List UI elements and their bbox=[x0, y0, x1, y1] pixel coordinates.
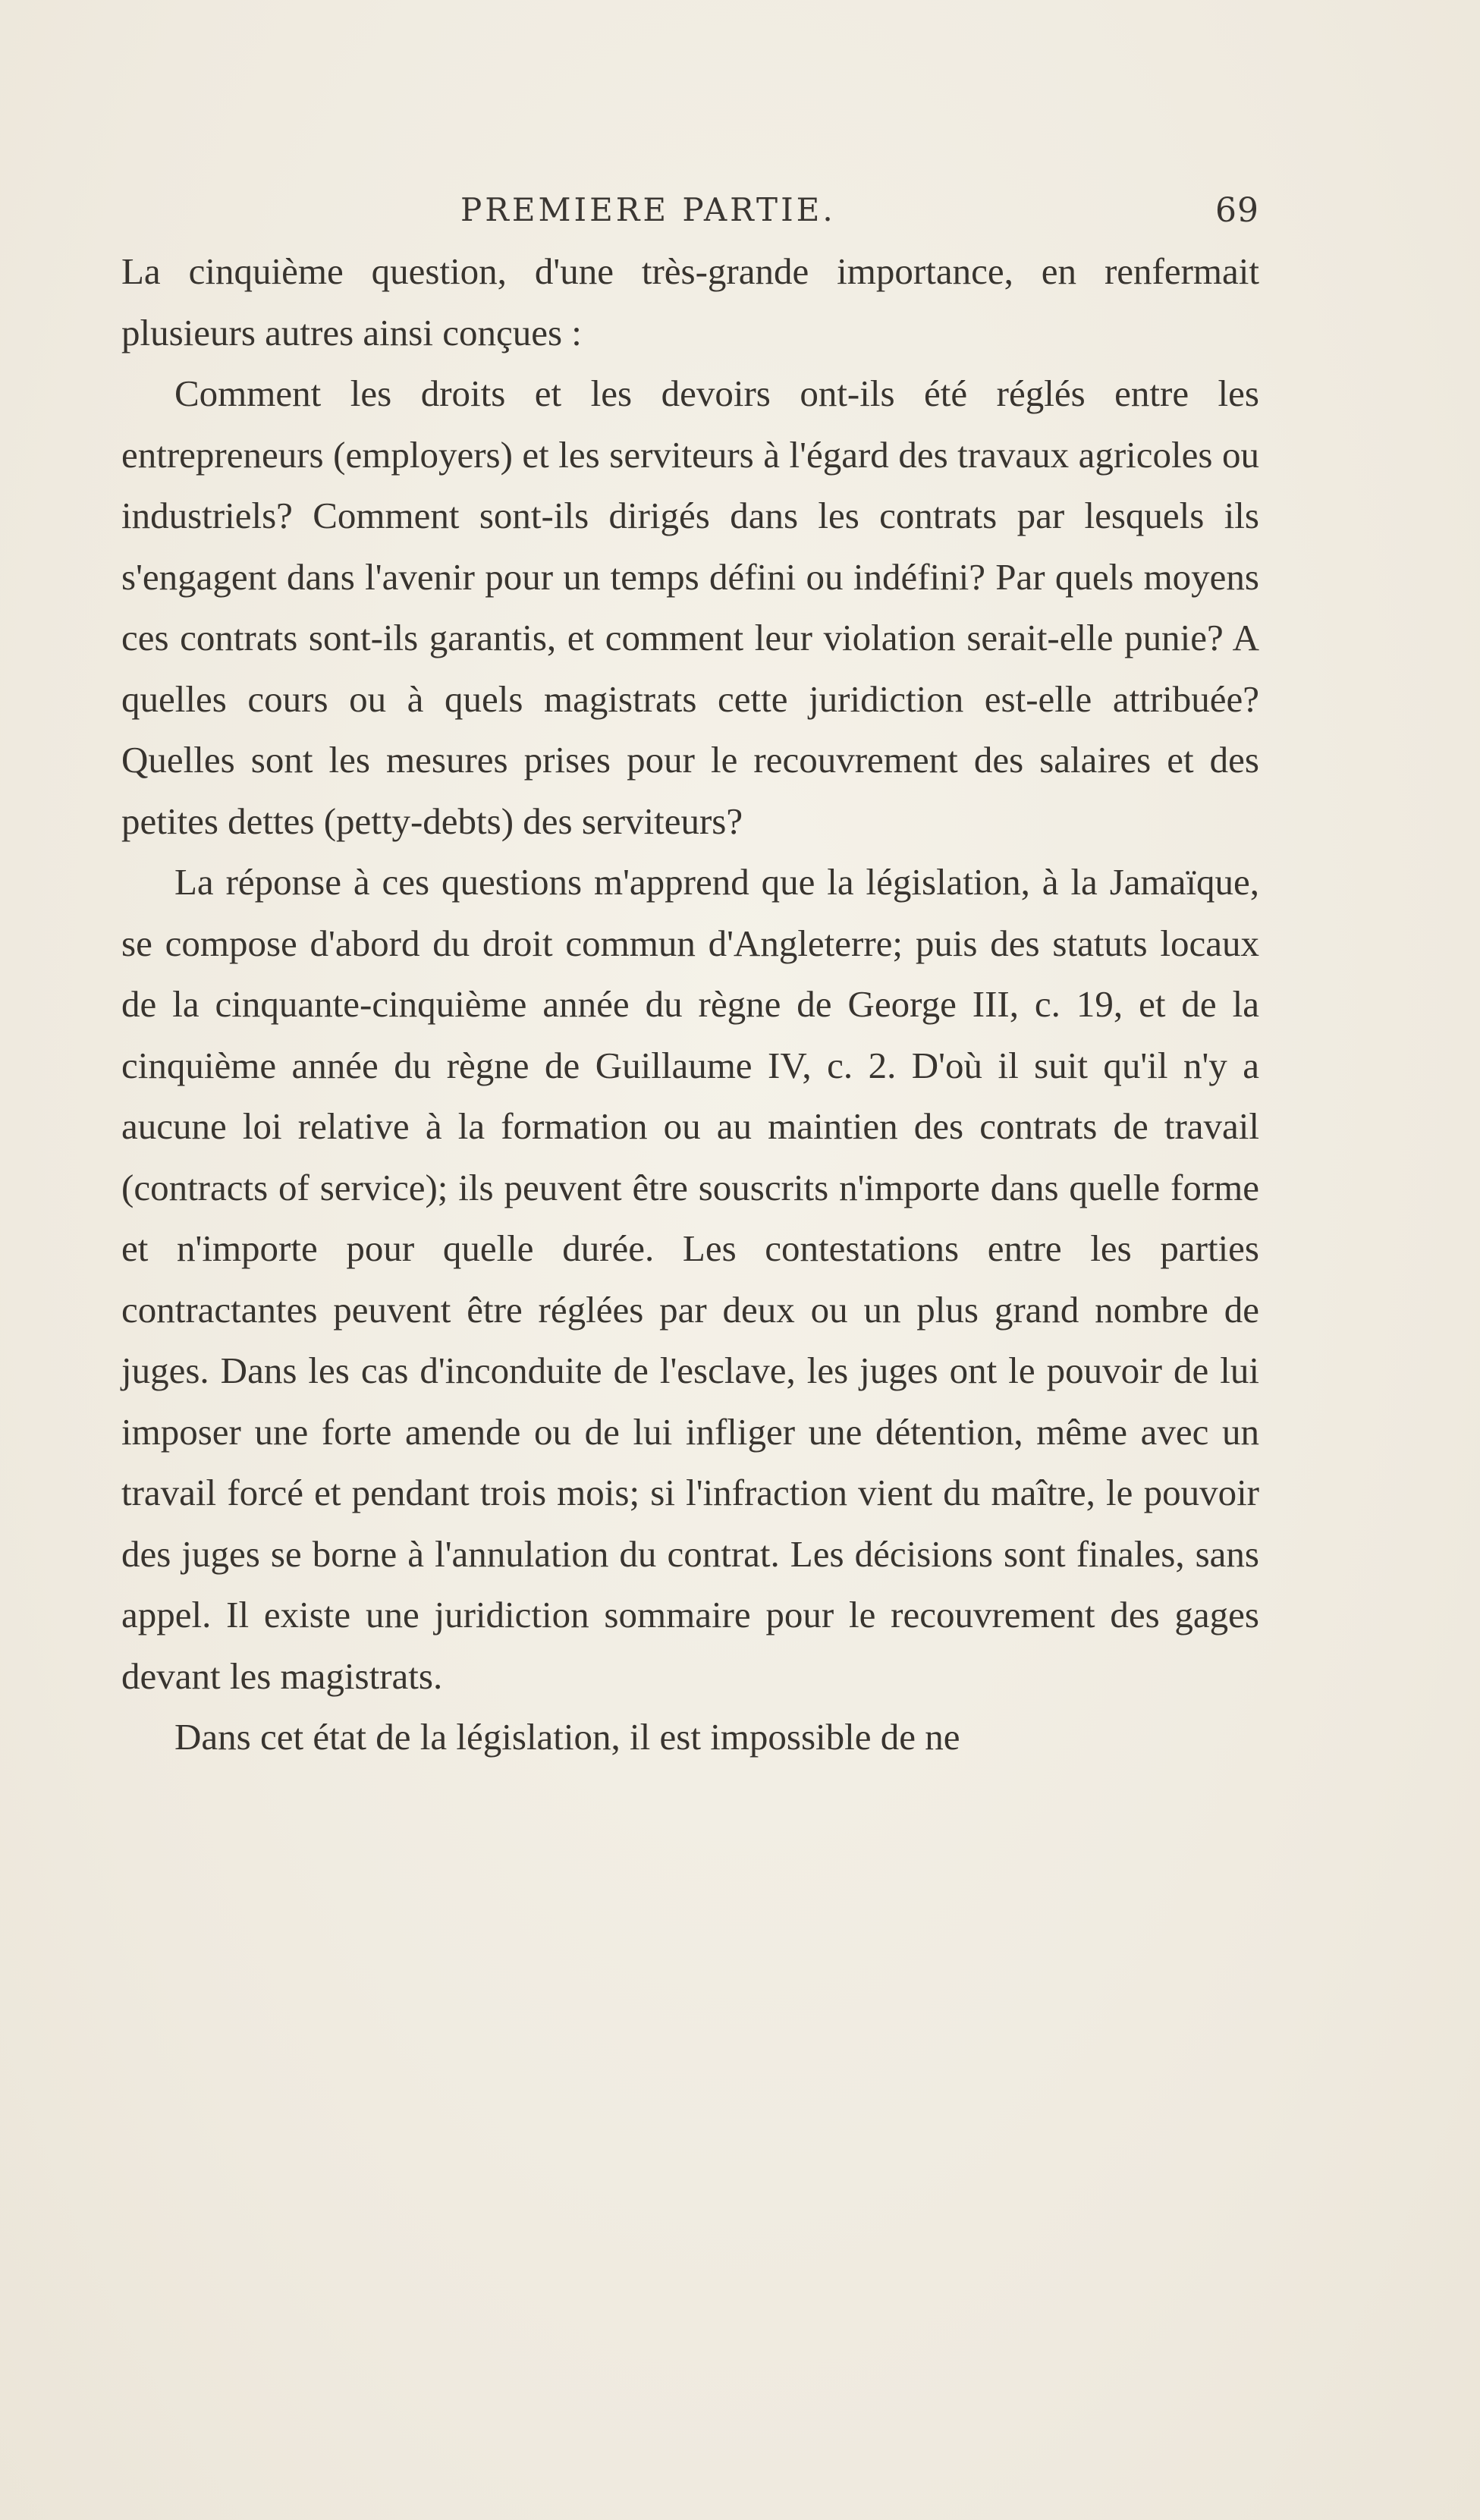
body-text bbox=[121, 241, 1259, 1768]
paragraph-1: La cinquième question, d'une très-grande importance, en renfermait plusieurs autres ainsi conçues : bbox=[121, 250, 1259, 353]
paragraph-3: La réponse à ces questions m'apprend que la législation, à la Jamaïque, se compose d'abord du droit commun d'Angleterre; puis des statuts locaux de la cinquante-cinquième année du règne de George III, c. 19, et de la cinquième année du règne de Guillaume IV, c. 2. D'où il suit qu'il n'y a aucune loi relative à la formation ou au maintien des contrats de travail (contracts of service); ils peuvent être souscrits n'importe dans quelle forme et n'importe pour quelle durée. Les contestations entre les parties contractantes peuvent être réglées par deux ou un plus grand nombre de juges. Dans les cas d'inconduite de l'esclave, les juges ont le pouvoir de lui imposer une forte amende ou de lui infliger une détention, même avec un travail forcé et pendant trois mois; si l'infraction vient du maître, le pouvoir des juges se borne à l'annulation du contrat. Les décisions sont finales, sans appel. Il existe une juridiction sommaire pour le recouvrement des gages devant les magistrats. bbox=[121, 861, 1259, 1697]
paragraph-2: Comment les droits et les devoirs ont-ils été réglés entre les entrepreneurs (employers) et les serviteurs à l'égard des travaux agricoles ou industriels? Comment sont-ils dirigés dans les contrats par lesquels ils s'engagent dans l'avenir pour un temps défini ou indéfini? Par quels moyens ces contrats sont-ils garantis, et comment leur violation serait-elle punie? A quelles cours ou à quels magistrats cette juridiction est-elle attribuée? Quelles sont les mesures prises pour le recouvrement des salaires et des petites dettes (petty-debts) des serviteurs? bbox=[121, 372, 1259, 842]
page-header bbox=[121, 191, 1259, 237]
paragraph-4: Dans cet état de la législation, il est impossible de ne bbox=[174, 1716, 960, 1758]
running-head: PREMIERE PARTIE. bbox=[460, 191, 836, 228]
page-number: 69 bbox=[1215, 191, 1259, 230]
